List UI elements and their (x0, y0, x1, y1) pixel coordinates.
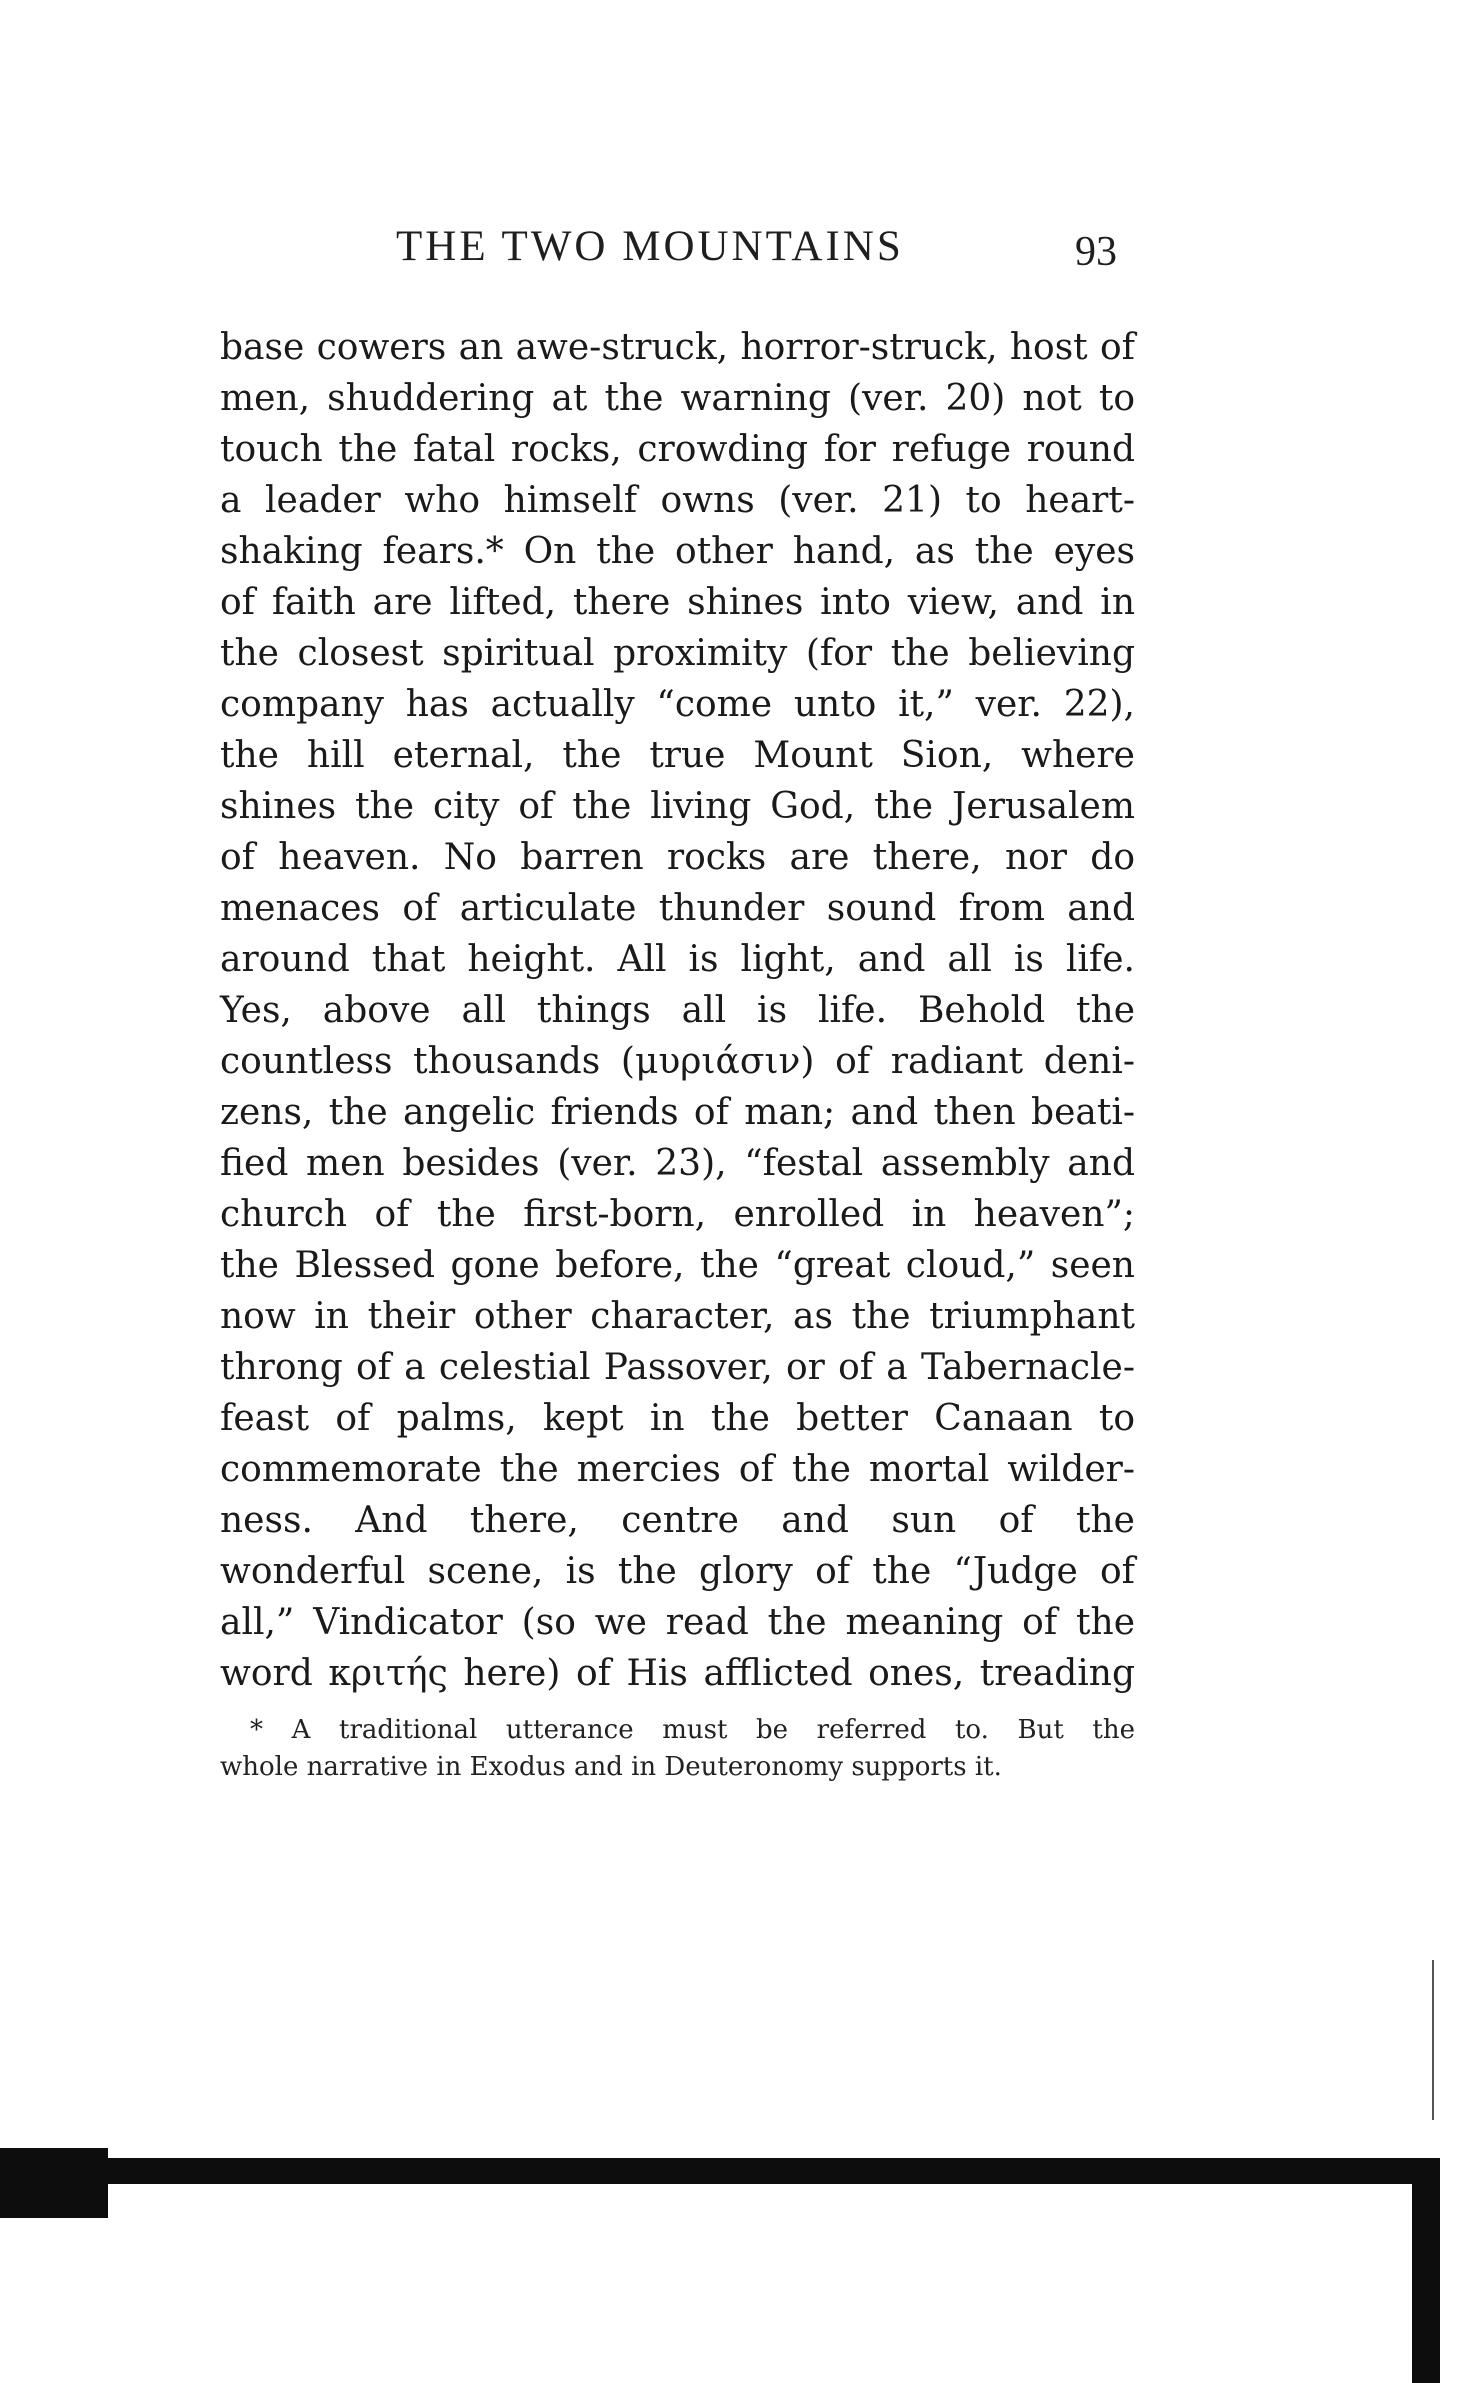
running-head-title: THE TWO MOUNTAINS (396, 223, 904, 270)
text-line: the hill eternal, the true Mount Sion, where (220, 735, 1135, 776)
text-line: of heaven. No barren rocks are there, nor do (220, 837, 1135, 878)
footnote-line: whole narrative in Exodus and in Deuteronomy supports it. (220, 1752, 1002, 1782)
text-line: around that height. All is light, and all is life. (220, 939, 1135, 980)
text-line: zens, the angelic friends of man; and then beati- (220, 1092, 1135, 1133)
text-line: fied men besides (ver. 23), “festal assembly and (220, 1143, 1135, 1184)
text-line: all,” Vindicator (so we read the meaning of the (220, 1602, 1135, 1643)
text-line: the Blessed gone before, the “great cloud,” seen (220, 1245, 1135, 1286)
text-line: now in their other character, as the triumphant (220, 1296, 1135, 1337)
text-line: base cowers an awe-struck, horror-struck, host of (220, 327, 1135, 368)
text-line: church of the first-born, enrolled in heaven”; (220, 1194, 1135, 1235)
text-line: the closest spiritual proximity (for the believing (220, 633, 1135, 674)
text-line: commemorate the mercies of the mortal wilder- (220, 1449, 1135, 1490)
text-line: of faith are lifted, there shines into view, and in (220, 582, 1135, 623)
text-line: wonderful scene, is the glory of the “Judge of (220, 1551, 1135, 1592)
footnote (220, 1712, 1135, 1786)
text-line: feast of palms, kept in the better Canaan to (220, 1398, 1135, 1439)
body-text (220, 322, 1135, 1699)
scan-edge-line (1432, 1960, 1434, 2120)
text-line: shaking fears.* On the other hand, as the eyes (220, 531, 1135, 572)
text-line: Yes, above all things all is life. Behold the (220, 990, 1135, 1031)
text-line: shines the city of the living God, the Jerusalem (220, 786, 1135, 827)
text-line: touch the fatal rocks, crowding for refuge round (220, 429, 1135, 470)
page-number: 93 (1075, 229, 1117, 275)
scan-bottom-bar (0, 2158, 1440, 2184)
text-line: a leader who himself owns (ver. 21) to heart- (220, 480, 1135, 521)
text-line: men, shuddering at the warning (ver. 20) not to (220, 378, 1135, 419)
text-line: throng of a celestial Passover, or of a Tabernacle- (220, 1347, 1135, 1388)
scan-bar-right-edge (1412, 2168, 1440, 2383)
text-line: countless thousands (μυριάσιν) of radiant deni- (220, 1041, 1135, 1082)
text-line: company has actually “come unto it,” ver. 22), (220, 684, 1135, 725)
scan-bar-left-block (0, 2148, 108, 2218)
text-line: menaces of articulate thunder sound from and (220, 888, 1135, 929)
footnote-line: * A traditional utterance must be referred to. But the (250, 1715, 1135, 1745)
text-line: ness. And there, centre and sun of the (220, 1500, 1135, 1541)
text-line: word κριτής here) of His afflicted ones, treading (220, 1653, 1135, 1694)
